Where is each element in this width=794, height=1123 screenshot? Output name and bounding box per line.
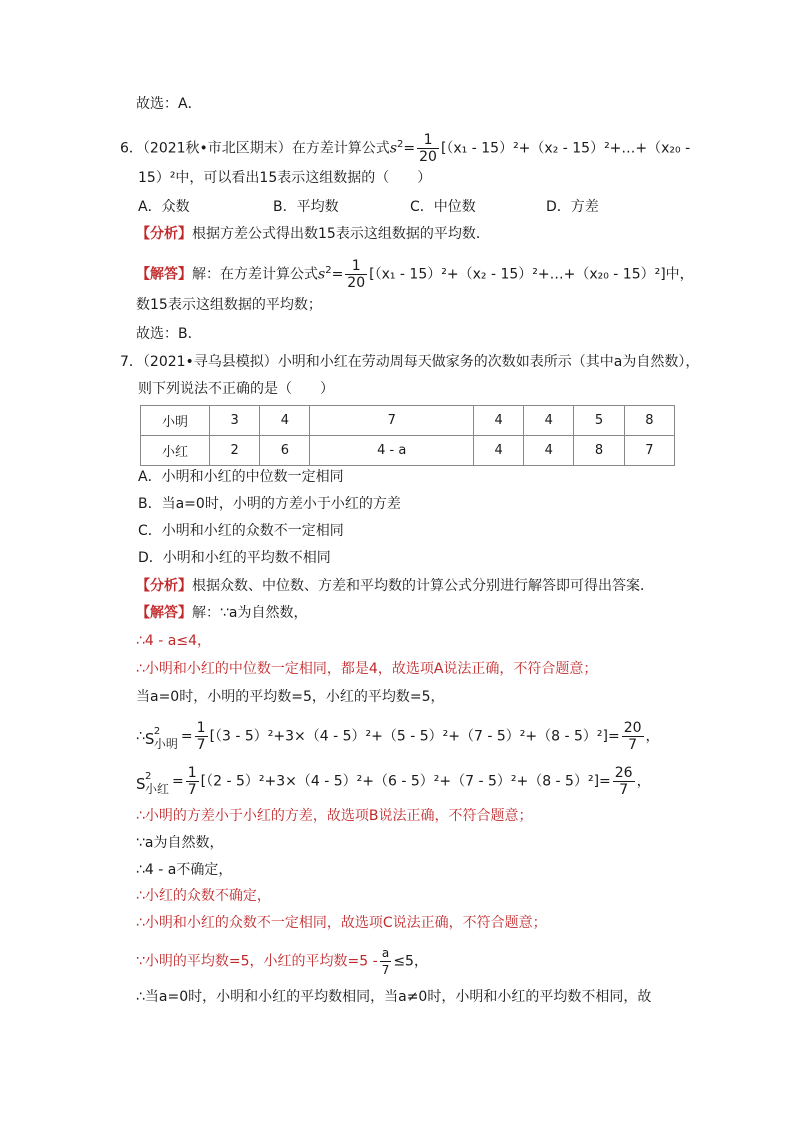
q6-fraction: $\frac{1}{20}$ (419, 132, 437, 165)
q7-option-a: A．小明和小红的中位数一定相同 (138, 469, 344, 485)
q7-variance-hong: S 2 小红 = $\frac{1}{7}$ [（2 - 5）²+3×（4 - 5）²+（6 - 5）²+（7 - 5）²+（8 - 5）²]= $\frac{26}{7}$ ， (136, 765, 651, 798)
table-cell: 8 (574, 436, 624, 466)
q6-stem-line2: 15）²中，可以看出15表示这组数据的（ ） (138, 170, 432, 186)
q6-analysis-tag: 【分析】 (136, 226, 192, 242)
q7-option-b: B．当a=0时，小明的方差小于小红的方差 (138, 496, 401, 512)
q6-s2-symbol: s (389, 140, 397, 157)
q7-step-3: 当a=0时，小明的平均数=5，小红的平均数=5， (136, 689, 445, 705)
q6-solution: 【解答】解：在方差计算公式$s^2=$ $\frac{1}{20}$ [（x₁ - 15）²+（x₂ - 15）²+…+（x₂₀ - 15）²]中， (136, 258, 694, 291)
variance-symbol: S 2 小明 (144, 725, 178, 751)
table-cell: 7 (310, 406, 474, 436)
row-header: 小红 (141, 436, 210, 466)
q7-table (140, 405, 675, 466)
q6-option-b: B．平均数 (273, 199, 339, 215)
variance-symbol: S 2 小红 (136, 770, 170, 796)
q7-option-c: C．小明和小红的众数不一定相同 (138, 523, 344, 539)
q7-step-2: ∴小明和小红的中位数一定相同，都是4，故选项A说法正确，不符合题意； (136, 661, 598, 677)
q7-step-11: ∵小明的平均数=5，小红的平均数=5 - $\frac{a}{7}$ ≤5， (136, 946, 428, 977)
q7-analysis (136, 576, 654, 596)
previous-answer: 故选：A． (136, 96, 202, 112)
table-cell: 6 (260, 436, 310, 466)
q7-stem-line1 (120, 352, 699, 372)
table-cell: 4 (524, 436, 574, 466)
q7-step-9: ∴小红的众数不确定， (136, 888, 271, 904)
q7-step-8: ∴4 - a不确定， (136, 862, 233, 878)
table-row (141, 436, 675, 466)
q6-option-a: A．众数 (138, 199, 190, 215)
q6-source: （2021秋•市北区期末） (142, 140, 292, 157)
table-row (141, 406, 675, 436)
table-cell: 7 (624, 436, 674, 466)
q7-analysis-tag: 【分析】 (136, 578, 192, 594)
row-header: 小明 (141, 406, 210, 436)
q6-stem-before: 在方差计算公式 (291, 140, 390, 157)
table-cell: 4 (260, 406, 310, 436)
q7-variance-ming: ∴ S 2 小明 = $\frac{1}{7}$ [（3 - 5）²+3×（4 - 5）²+（5 - 5）²+（7 - 5）²+（8 - 5）²]= $\frac{20}{7}$ ， (136, 720, 660, 753)
q7-stem-line2: 则下列说法不正确的是（ ） (138, 381, 334, 397)
q7-step-1: ∴4 - a≤4， (136, 633, 211, 649)
q7-source: （2021•寻乌县模拟） (142, 354, 278, 370)
q6-formula-tail: [（x₁ - 15）²+（x₂ - 15）²+…+（x₂₀ - (440, 140, 691, 157)
q7-solution-first: 解：∵a为自然数， (192, 605, 308, 621)
q6-solution-prefix: 解：在方差计算公式 (192, 266, 318, 283)
q6-solution-tag: 【解答】 (136, 266, 192, 283)
q6-analysis (136, 224, 490, 244)
q6-option-d: D．方差 (546, 199, 599, 215)
q6-solution-line2: 数15表示这组数据的平均数； (136, 297, 322, 313)
table-cell: 3 (210, 406, 260, 436)
q7-analysis-text: 根据众数、中位数、方差和平均数的计算公式分别进行解答即可得出答案． (192, 578, 654, 594)
table-cell: 2 (210, 436, 260, 466)
q7-step-10: ∴小明和小红的众数不一定相同，故选项C说法正确，不符合题意； (136, 915, 547, 931)
q6-number: 6． (120, 140, 143, 157)
q6-option-c: C．中位数 (410, 199, 476, 215)
q7-solution (136, 603, 308, 623)
table-cell: 4 (473, 436, 523, 466)
q7-step-12: ∴当a=0时，小明和小红的平均数相同，当a≠0时，小明和小红的平均数不相同，故 (136, 989, 652, 1005)
q6-solution-formula: [（x₁ - 15）²+（x₂ - 15）²+…+（x₂₀ - 15）²]中， (369, 266, 694, 283)
table-cell: 4 (473, 406, 523, 436)
q6-answer: 故选：B． (136, 326, 202, 342)
q6-solution-fraction: $\frac{1}{20}$ (347, 258, 366, 291)
table-cell: 4 (524, 406, 574, 436)
q6-analysis-text: 根据方差公式得出数15表示这组数据的平均数． (192, 226, 490, 242)
q6-stem-line1: 6．（2021秋•市北区期末）在方差计算公式$s^2=$ $\frac{1}{20}$ [（x₁ - 15）²+（x₂ - 15）²+…+（x₂₀ - (120, 132, 691, 165)
q7-step-7: ∵a为自然数， (136, 835, 224, 851)
q7-stem-text: 小明和小红在劳动周每天做家务的次数如表所示（其中a为自然数）， (277, 354, 700, 370)
q7-step-6: ∴小明的方差小于小红的方差，故选项B说法正确，不符合题意； (136, 808, 533, 824)
q7-option-d: D．小明和小红的平均数不相同 (138, 550, 331, 566)
table-cell: 5 (574, 406, 624, 436)
q7-solution-tag: 【解答】 (136, 605, 192, 621)
q7-number: 7． (120, 354, 143, 370)
table-cell: 8 (624, 406, 674, 436)
table-cell: 4 - a (310, 436, 474, 466)
